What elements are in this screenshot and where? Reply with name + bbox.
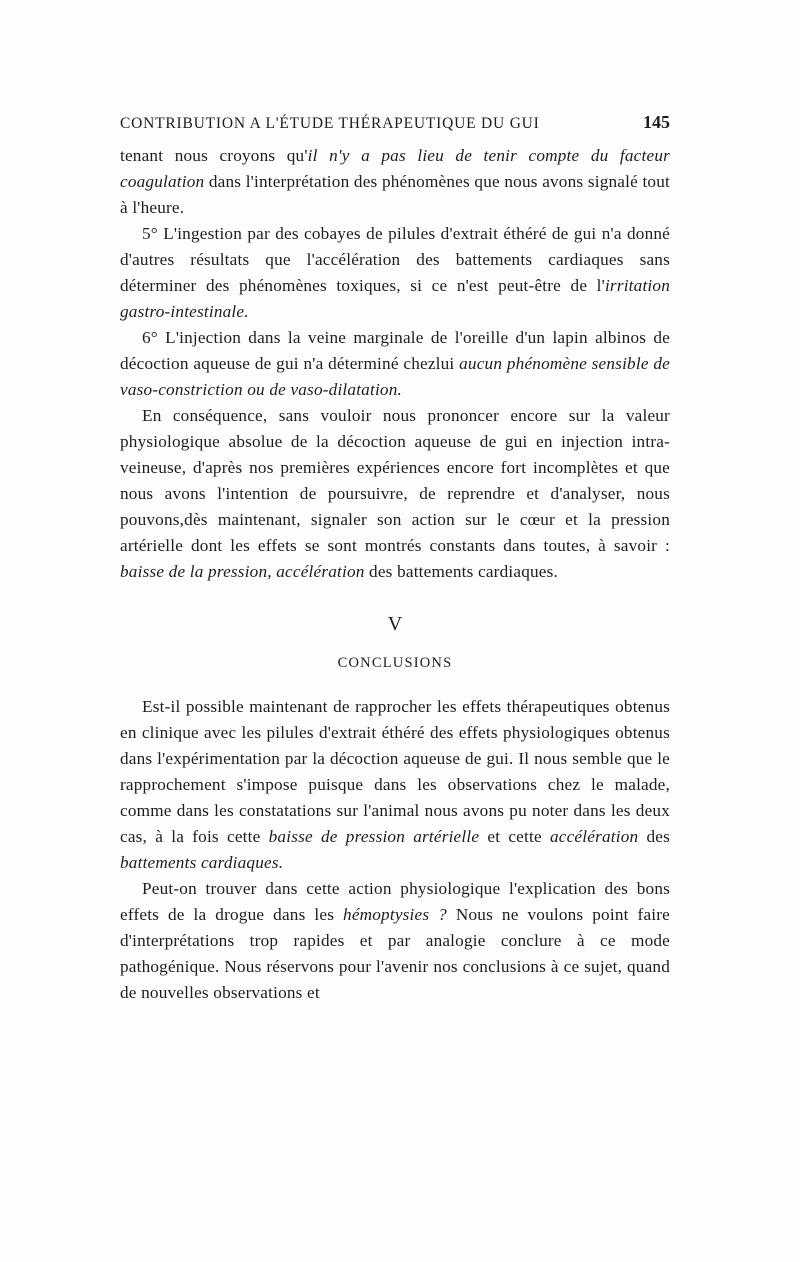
section-number: V	[387, 613, 403, 635]
book-page	[120, 112, 670, 1006]
paragraph-2: 5° L'ingestion par des cobayes de pilules d'extrait éthéré de gui n'a donné d'autres résultats que l'accélération des battements cardiaques sans déterminer des phénomènes toxiques, si ce n'est peut-être de l'irritation gastro-intestinale.	[120, 224, 670, 321]
section-title: CONCLUSIONS	[337, 655, 453, 671]
paragraph-5: Est-il possible maintenant de rapprocher les effets thérapeutiques obtenus en clinique avec les pilules d'extrait éthéré des effets physiologiques obtenus dans l'expérimentation par la décoction aqueuse de gui. Il nous semble que le rapprochement s'impose puisque dans les observations chez le malade, comme dans les constatations sur l'animal nous avons pu noter dans les deux cas, à la fois cette baisse de pression artérielle et cette accélération des battements cardiaques.	[120, 697, 670, 872]
paragraph-6: Peut-on trouver dans cette action physiologique l'explication des bons effets de la drogue dans les hémoptysies ? Nous ne voulons point faire d'interprétations trop rapides et par analogie conclure à ce mode pathogénique. Nous réservons pour l'avenir nos conclusions à ce sujet, quand de nouvelles observations et	[120, 879, 671, 1002]
running-title: CONTRIBUTION A L'ÉTUDE THÉRAPEUTIQUE DU GUI	[120, 115, 540, 132]
paragraph-1: tenant nous croyons qu'il n'y a pas lieu de tenir compte du facteur coagulation dans l'interprétation des phénomènes que nous avons signalé tout à l'heure.	[120, 146, 670, 217]
paragraph-3: 6° L'injection dans la veine marginale de l'oreille d'un lapin albinos de décoction aqueuse de gui n'a déterminé chezlui aucun phénomène sensible de vaso-constriction ou de vaso-dilatation.	[120, 328, 670, 399]
paragraph-4: En conséquence, sans vouloir nous prononcer encore sur la valeur physiologique absolue de la décoction aqueuse de gui en injection intra-veineuse, d'après nos premières expériences encore fort incomplètes et que nous avons l'intention de poursuivre, de reprendre et d'analyser, nous pouvons,dès maintenant, signaler son action sur le cœur et la pression artérielle dont les effets se sont montrés constants dans toutes, à savoir : baisse de la pression, accélération des battements cardiaques.	[120, 406, 670, 581]
running-head	[120, 112, 670, 133]
page-number: 145	[643, 112, 670, 132]
